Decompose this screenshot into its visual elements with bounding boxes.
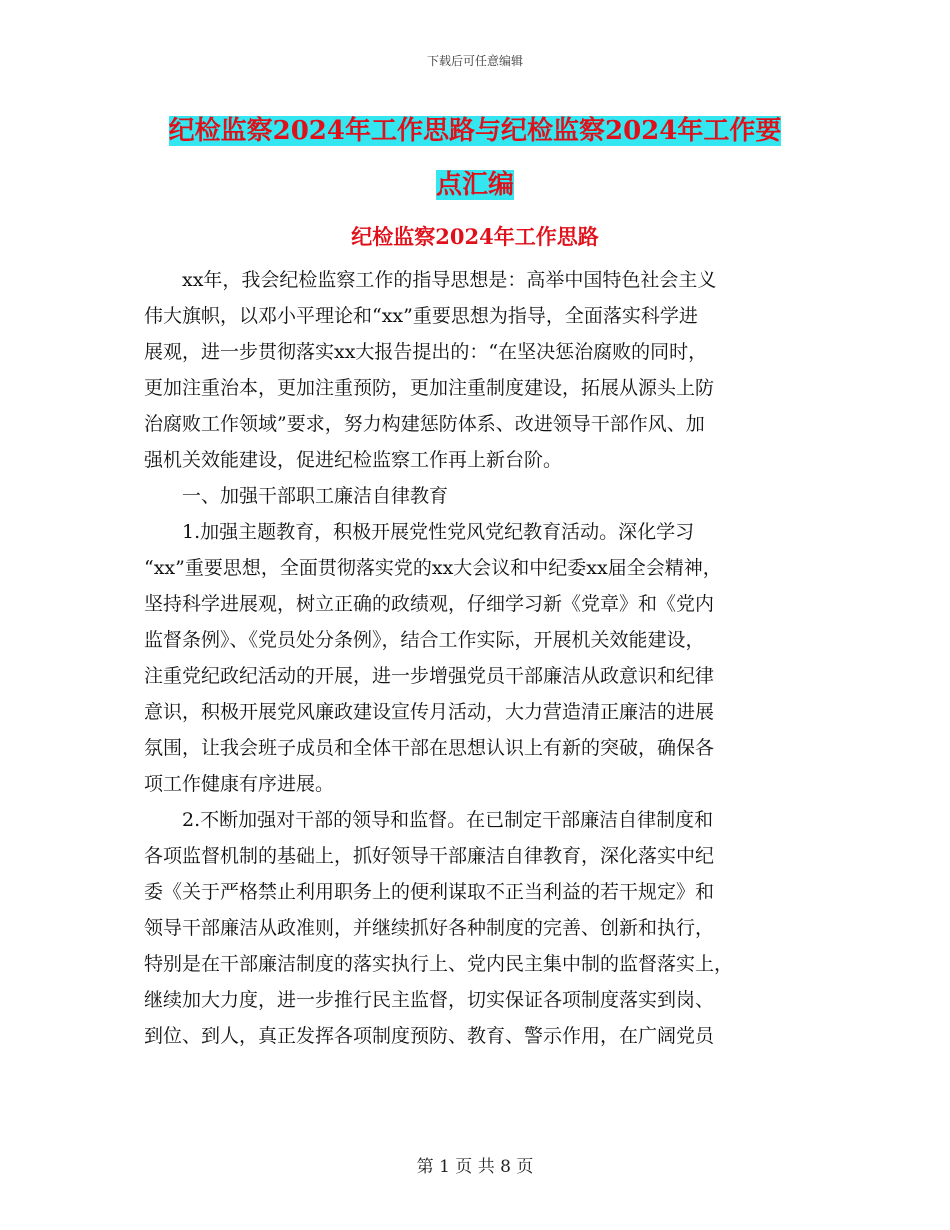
body-line: 2.不断加强对干部的领导和监督。在已制定干部廉洁自律制度和 xyxy=(182,809,714,831)
document-title xyxy=(0,104,950,212)
body-line: 意识，积极开展党风廉政建设宣传月活动，大力营造清正廉洁的进展 xyxy=(144,701,715,723)
body-line: 注重党纪政纪活动的开展，进一步增强党员干部廉洁从政意识和纪律 xyxy=(144,665,715,687)
body-line: 到位、到人，真正发挥各项制度预防、教育、警示作用，在广阔党员 xyxy=(144,1025,715,1047)
body-line: 委《关于严格禁止利用职务上的便利谋取不正当利益的若干规定》和 xyxy=(144,881,715,903)
page-header: 下载后可任意编辑 xyxy=(426,54,523,68)
body-line: 坚持科学进展观，树立正确的政绩观，仔细学习新《党章》和《党内 xyxy=(144,593,715,615)
body-line: 项工作健康有序进展。 xyxy=(144,773,335,795)
body-line: 领导干部廉洁从政准则，并继续抓好各种制度的完善、创新和执行， xyxy=(144,917,715,939)
body-line: 强机关效能建设，促进纪检监察工作再上新台阶。 xyxy=(144,449,563,471)
body-line: 展观，进一步贯彻落实xx大报告提出的：“在坚决惩治腐败的同时， xyxy=(144,341,708,363)
body-line: 监督条例》、《党员处分条例》，结合工作实际，开展机关效能建设， xyxy=(144,629,705,651)
body-line: xx年，我会纪检监察工作的指导思想是：高举中国特色社会主义 xyxy=(182,269,717,291)
body-line: 各项监督机制的基础上，抓好领导干部廉洁自律教育，深化落实中纪 xyxy=(144,845,715,867)
body-line: 继续加大力度，进一步推行民主监督，切实保证各项制度落实到岗、 xyxy=(144,989,715,1011)
title-highlight-1: 纪检监察2024年工作思路与纪检监察2024年工作要 xyxy=(168,116,782,146)
body-line: 1.加强主题教育，积极开展党性党风党纪教育活动。深化学习 xyxy=(182,521,695,543)
body-line: 治腐败工作领域”要求，努力构建惩防体系、改进领导干部作风、加 xyxy=(144,413,705,435)
document-title-line-2 xyxy=(0,158,950,212)
body-line: 更加注重治本，更加注重预防，更加注重制度建设，拓展从源头上防 xyxy=(144,377,715,399)
section-title: 纪检监察2024年工作思路 xyxy=(351,224,599,249)
body-line: 氛围，让我会班子成员和全体干部在思想认识上有新的突破，确保各 xyxy=(144,737,715,759)
page-footer: 第 1 页 共 8 页 xyxy=(416,1157,534,1177)
body-heading: 一、加强干部职工廉洁自律教育 xyxy=(182,485,449,507)
title-highlight-2: 点汇编 xyxy=(435,170,514,200)
body-line: “xx”重要思想，全面贯彻落实党的xx大会议和中纪委xx届全会精神， xyxy=(144,557,722,579)
document-title-line-1 xyxy=(0,104,950,158)
body-line: 伟大旗帜，以邓小平理论和“xx”重要思想为指导，全面落实科学进 xyxy=(144,305,698,327)
document-body xyxy=(144,262,824,1054)
body-line: 特别是在干部廉洁制度的落实执行上、党内民主集中制的监督落实上， xyxy=(144,953,734,975)
